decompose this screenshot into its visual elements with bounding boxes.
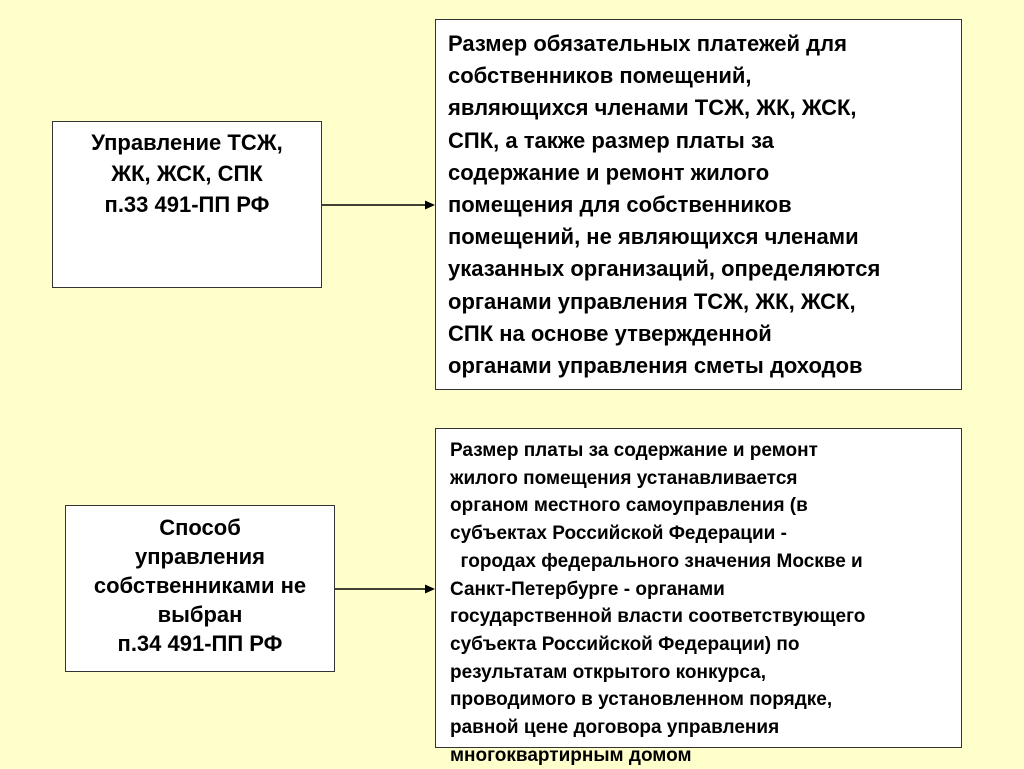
municipal-payment-line-2: жилого помещения устанавливается [450,467,798,489]
tsj-payment-line-1: Размер обязательных платежей для [448,31,847,56]
municipal-payment-line-4: субъектах Российской Федерации - [450,523,787,545]
arrow-tsj-to-payment [322,201,435,210]
tsj-payment-line-7: помещений, не являющихся членами [448,224,859,250]
tsj-payment-line-10: СПК на основе утвержденной [448,320,772,346]
municipal-payment-line-5: городах федерального значения Москве и [450,550,863,572]
tsj-payment-line-5: содержание и ремонт жилого [448,159,770,185]
tsj-payment-line-8: указанных организаций, определяются [448,256,881,282]
not-chosen-line-3: собственниками не [93,573,307,598]
municipal-payment-line-8: субъекта Российской Федерации) по [450,633,800,655]
municipal-payment-line-12: многоквартирным домом [450,744,692,766]
not-chosen-line-2: управления [134,544,265,569]
municipal-payment-line-6: Санкт-Петербурге - органами [450,578,725,600]
not-chosen-line-5: п.34 491-ПП РФ [117,631,283,656]
not-chosen-line-4: выбран [157,602,243,627]
municipal-payment-line-1: Размер платы за содержание и ремонт [450,440,818,461]
tsj-line-2: ЖК, ЖСК, СПК [111,161,263,186]
municipal-payment-line-11: равной цене договора управления [450,717,780,739]
tsj-payment-line-2: собственников помещений, [448,63,752,89]
tsj-payment-line-6: помещения для собственников [448,192,792,218]
municipal-payment-line-7: государственной власти соответствующего [450,606,866,628]
arrow-not-chosen-to-municipal [335,585,435,594]
tsj-payment-line-11: органами управления сметы доходов [448,353,863,379]
tsj-line-3: п.33 491-ПП РФ [104,192,270,217]
not-chosen-line-1: Способ [159,515,241,540]
municipal-payment-line-9: результатам открытого конкурса, [450,661,767,683]
tsj-payment-line-4: СПК, а также размер платы за [448,127,774,153]
municipal-payment-line-3: органом местного самоуправления (в [450,495,808,517]
tsj-line-1: Управление ТСЖ, [91,130,283,155]
municipal-payment-line-10: проводимого в установленном порядке, [450,689,833,711]
tsj-payment-line-9: органами управления ТСЖ, ЖК, ЖСК, [448,288,856,314]
tsj-payment-line-3: являющихся членами ТСЖ, ЖК, ЖСК, [448,95,857,121]
